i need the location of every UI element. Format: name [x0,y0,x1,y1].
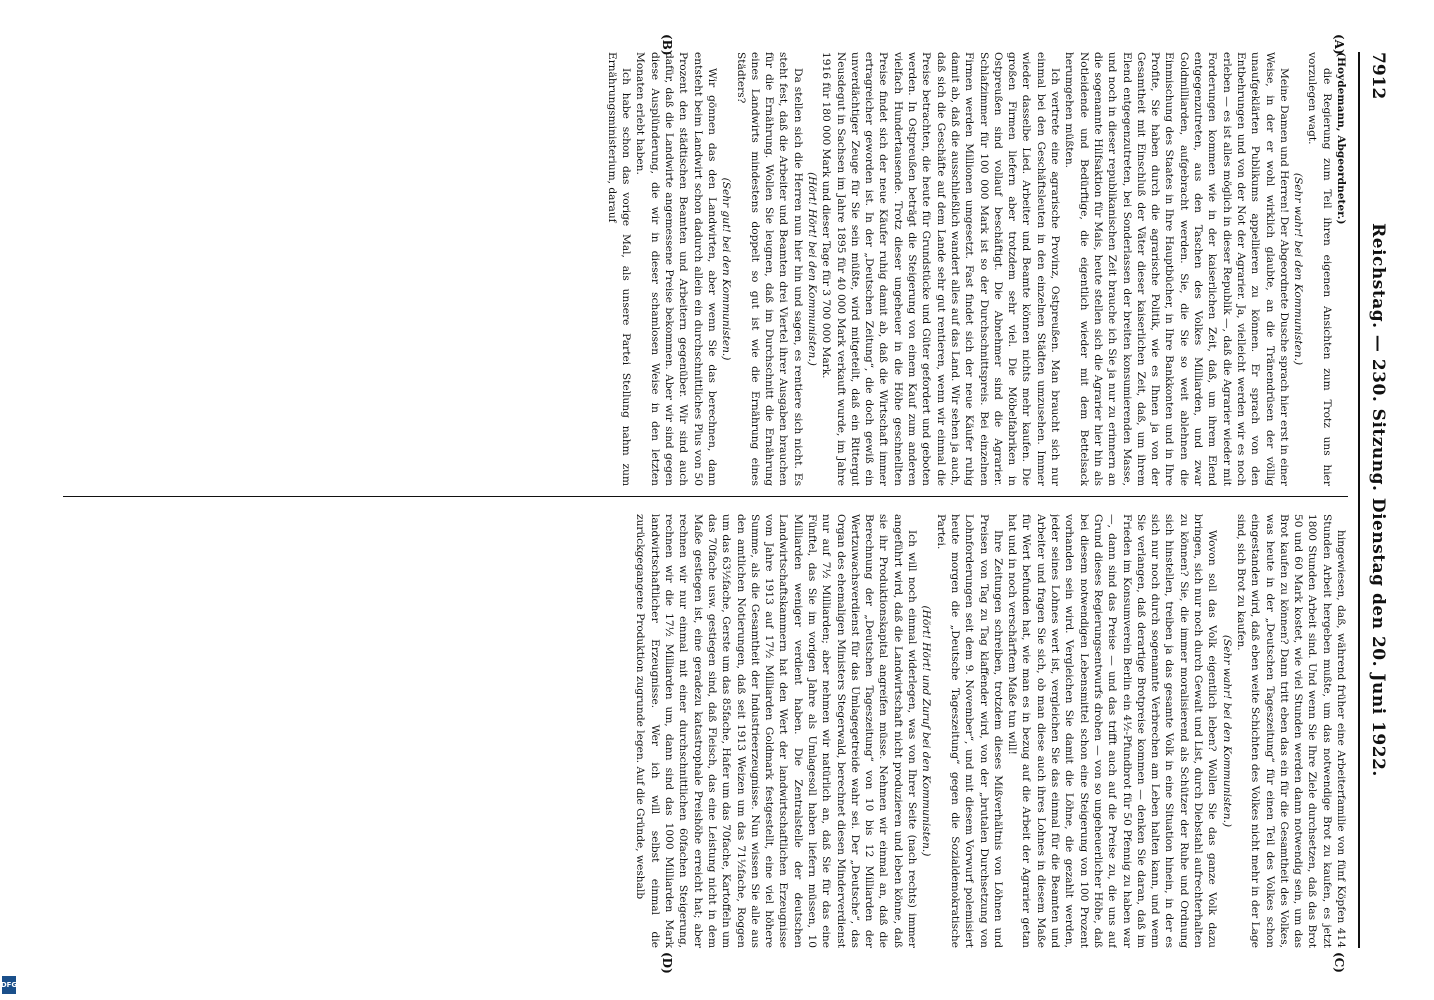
margin-marker-d: (D) [660,952,674,974]
interjection: (Sehr wahr! bei den Kommunisten.) [1292,172,1305,366]
page-header [1358,52,1394,948]
page-title: Reichstag. — 230. Sitzung. Dienstag den 20. Juni 1922. [1368,223,1388,777]
column-divider [63,496,1348,497]
paragraph: Ihre Zeitungen schreiben, trotzdem dieses Mißverhältnis von Löhnen und Preisen von Tag zu Tag klaffender wird, von der „brutalen Durchsetzung von Lohnforderungen seit dem 9. November“, und mit diesem Vorwurf polemisiert heute morgen die „Deutsche Tageszeitung“ gegen die Sozialdemokratische Partei. [934,514,1004,948]
paragraph: hingewiesen, daß, während früher eine Arbeiterfamilie von fünf Köpfen 414 Stunden Arbeit hergeben mußte, um das notwendige Brot zu kaufen, es jetzt 1800 Stunden Arbeit sind. Und wenn Sie Ihre Ziele durchsetzen, daß das Brot 50 und 60 Mark kostet, wie viel Stunden werden dann notwendig sein, um das Brot kaufen zu können? Dann tritt eben das ein für die Gesamtheit des Volkes, was heute in der „Deutschen Tageszeitung“ für einen Teil des Volkes schon eingestanden wird, daß eben weite Schichten des Volkes nicht mehr in der Lage sind, sich Brot zu kaufen. [1234,514,1347,948]
interjection: (Sehr gut! bei den Kommunisten.) [720,177,733,361]
interjection: (Sehr wahr! bei den Kommunisten.) [1220,634,1233,828]
paragraph: Wir gönnen das den Landwirten, aber wenn Sie das berechnen, dann entsteht beim Landwirt schon dadurch allein ein durchschnittliches Plus von 50 Prozent den städtischen Beamten und Arbeitern gegenüber. Wir sind auch dafür, daß die Landwirte angemessene Preise bekommen. Aber wir sind gegen diese Ausplünderung, die wir in dieser schamlosen Weise in den letzten Monaten erlebt haben. [634,52,718,486]
margin-marker-c: (C) [1332,952,1346,973]
digitization-credit [0,412,16,972]
paragraph: Ich vertrete eine agrarische Provinz, Ostpreußen. Man braucht sich nur einmal bei den Geschäftsleuten in den einzelnen Städten umzusehen. Immer wieder dasselbe Lied. Arbeiter und Beamte können nichts mehr kaufen. Die großen Firmen liefern aber trotzdem sehr viel. Die Möbelfabriken in Ostpreußen sind vollauf beschäftigt. Die Abnehmer sind die Agrarier. Schlafzimmer für 100 000 Mark ist so der Durchschnittspreis. Bei einzelnen Firmen werden Millionen umgesetzt. Fast findet sich der neue Käufer ruhig damit ab, daß die ausschließlich wandert alles auf das Land. Wir sehen ja auch, daß sich die Geschäfte auf dem Lande sehr gut rentieren, wenn wir einmal die Preise betrachten, die heute für Grundstücke und Güter gefordert und geboten werden. In Ostpreußen beträgt die Steigerung von einem Kauf zum anderen vielfach Hundertausende. Trotz dieser ungeheuer in die Höhe geschnellten Preise findet sich der neue Käufer ruhig damit ab, daß die Wirtschaft immer ertragreicher geworden ist. In der „Deutschen Zeitung“, die doch gewiß ein unverdächtiger Zeuge für Sie sein müßte, wird mitgeteilt, daß ein Rittergut Neusdegut in Sachsen im Jahre 1895 für 40 000 Mark verkauft wurde, im Jahre 1916 für 180 000 Mark und dieser Tage für 3 700 000 Mark. [820,52,1062,486]
speaker-line: (Hoydemann, Abgeordneter.) [1335,52,1347,225]
left-column [63,52,1348,486]
page-number: 7912 [1368,52,1388,100]
dfg-logo: DFG [2,976,16,994]
paragraph: Meine Damen und Herren! Der Abgeordnete Dusche sprach hier erst in einer Weise, in der er wohl wirklich glaubte, an die Tränendrüsen der völlig unaufgeklärten Publikums appellieren zu können. Er sprach von den Entbehrungen und von der Not der Agrarier. Ja, vielleicht werden wir es noch erleben — es ist alles möglich in dieser Republik —, daß die Agrarier wieder mit Forderungen kommen wie in der kaiserlichen Zeit, daß, um ihrem Elend entgegenzutreten, aus den Taschen des Volkes Milliarden, und zwar Goldmilliarden, aufgebracht werden. Sie, die Sie so weit ablehnen die Einmischung des Staates in Ihre Hauptbücher, in Ihre Bankkonten und in Ihre Profite, Sie haben durch die agrarische Politik, wie es Ihnen ja von der Gesamtheit mit Einschluß der Väter dieser kaiserlichen Zeit, daß, um ihrem Elend entgegenzutreten, bei Sonderlassen der breiten konsumierenden Masse, und noch in dieser republikanischen Zeit brauche ich Sie ja nur zu erinnern an die sogenannte Hilfsaktion für Mais, heute stellen sich die Agrarier hier hin als Notleidende und Bedürftige, die eigentlich wieder mit dem Bettelsack herumgehen müßten. [1063,52,1290,486]
right-column [63,514,1348,948]
paragraph: Wovon soll das Volk eigentlich leben? Wollen Sie das ganze Volk dazu bringen, sich nur noch durch Gewalt und List, durch Diebstahl aufrechterhalten zu können? Sie, die immer moralisierend als Schützer der Ruhe und Ordnung sich hinstellen, treiben ja das gesamte Volk in eine Situation hinein, in der es sich nur noch durch sogenannte Verbrechen am Leben halten kann, und wenn Sie verlangen, daß derartige Brotpreise kommen — denken Sie daran, daß im Frieden im Konsumverein Berlin ein 4½-Pfundbrot für 50 Pfennig zu haben war —, dann sind das Preise — und das trifft auch auf die Preise zu, die uns auf Grund dieses Regierungsentwurfs drohen — von so ungeheuerlicher Höhe, daß bei diesem notwendigen Lebensmittel schon eine Steigerung von 100 Prozent vorhanden sein wird. Vergleichen Sie damit die Löhne, die gezahlt werden, jeder seines Lohnes wert ist, vergleichen Sie das einmal für die Beamten und Arbeiter und fragen Sie sich, ob man diese auch ihres Lohnes in diesem Maße für Wert befunden hat, wie man es in bezug auf die Arbeit der Agrarier getan hat und in noch verschärftem Maße tun will! [1006,514,1219,948]
interjection: (Hört! Hört! und Zuruf bei den Kommunisten.) [920,605,933,857]
paragraph: Da stellen sich die Herren nun hier hin und sagen, es rentiere sich nicht. Es steht fest, daß die Arbeiter und Beamten drei Viertel ihrer Ausgaben brauchen für die Ernährung. Wollen Sie leugnen, daß im Durchschnitt die Ernährung eines Landwirts mindestens doppelt so gut ist wie die Ernährung eines Städters? [734,52,804,486]
paragraph: die Regierung zum Teil ihren eigenen Ansichten zum Trotz uns hier vorzulegen wagt. [1306,52,1333,486]
margin-marker-a: (A) [1332,34,1346,55]
margin-marker-b: (B) [660,34,674,56]
paragraph: Ich habe schon das vorige Mal, als unsere Partei Stellung nahm zum Ernährungsministerium, darauf [605,52,633,486]
interjection: (Hört! Hört! bei den Kommunisten.) [806,172,819,366]
paragraph: Ich will noch einmal widerlegen, was von Ihrer Seite (nach rechts) immer angeführt wird, daß die Landwirtschaft nicht produzieren und leben könne, daß sie ihr Produktionskapital angreifen müsse. Nehmen wir einmal an, daß die Berechnung der „Deutschen Tageszeitung“ von 10 bis 12 Milliarden der Wertzuwachsverdienst für das Umlagegetreide wahr sei. Der „Deutsche“, das Organ des ehemaligen Ministers Stegerwald, berechnet diesen Minderverdienst nur auf 7½ Milliarden; aber nehmen wir natürlich an, daß Sie für das eine Fünftel, das Sie im vorigen Jahre als Umlagesoll haben liefern müssen, 10 Milliarden weniger verdient haben. Die Zentralstelle der deutschen Landwirtschaftskammern hat den Wert der landwirtschaftlichen Erzeugnisse vom Jahre 1913 auf 17½ Milliarden Goldmark festgestellt, eine viel höhere Summe, als die Gesamtheit der Industrieerzeugnisse. Nun wissen Sie alle aus den amtlichen Notierungen, daß seit 1913 Weizen um das 71½fache, Roggen um das 63½fache, Gerste um das 85fache, Hafer um das 70fache, Kartoffeln um das 70fache usw. gestiegen sind, daß Fleisch, das eine Leistung nicht in dem Maße gestiegen ist, eine geradezu katastrophale Preishöhe erreicht hat; aber rechnen wir nur einmal mit einer durchschnittlichen 60fachen Steigerung, rechnen wir die 17½ Milliarden um, dann sind das 1000 Milliarden Mark landwirtschaftlicher Erzeugnisse. Wer ich will selbst einmal die zurückgegangene Produktion zugrunde legen. Auf die Gründe, weshalb [634,514,919,948]
